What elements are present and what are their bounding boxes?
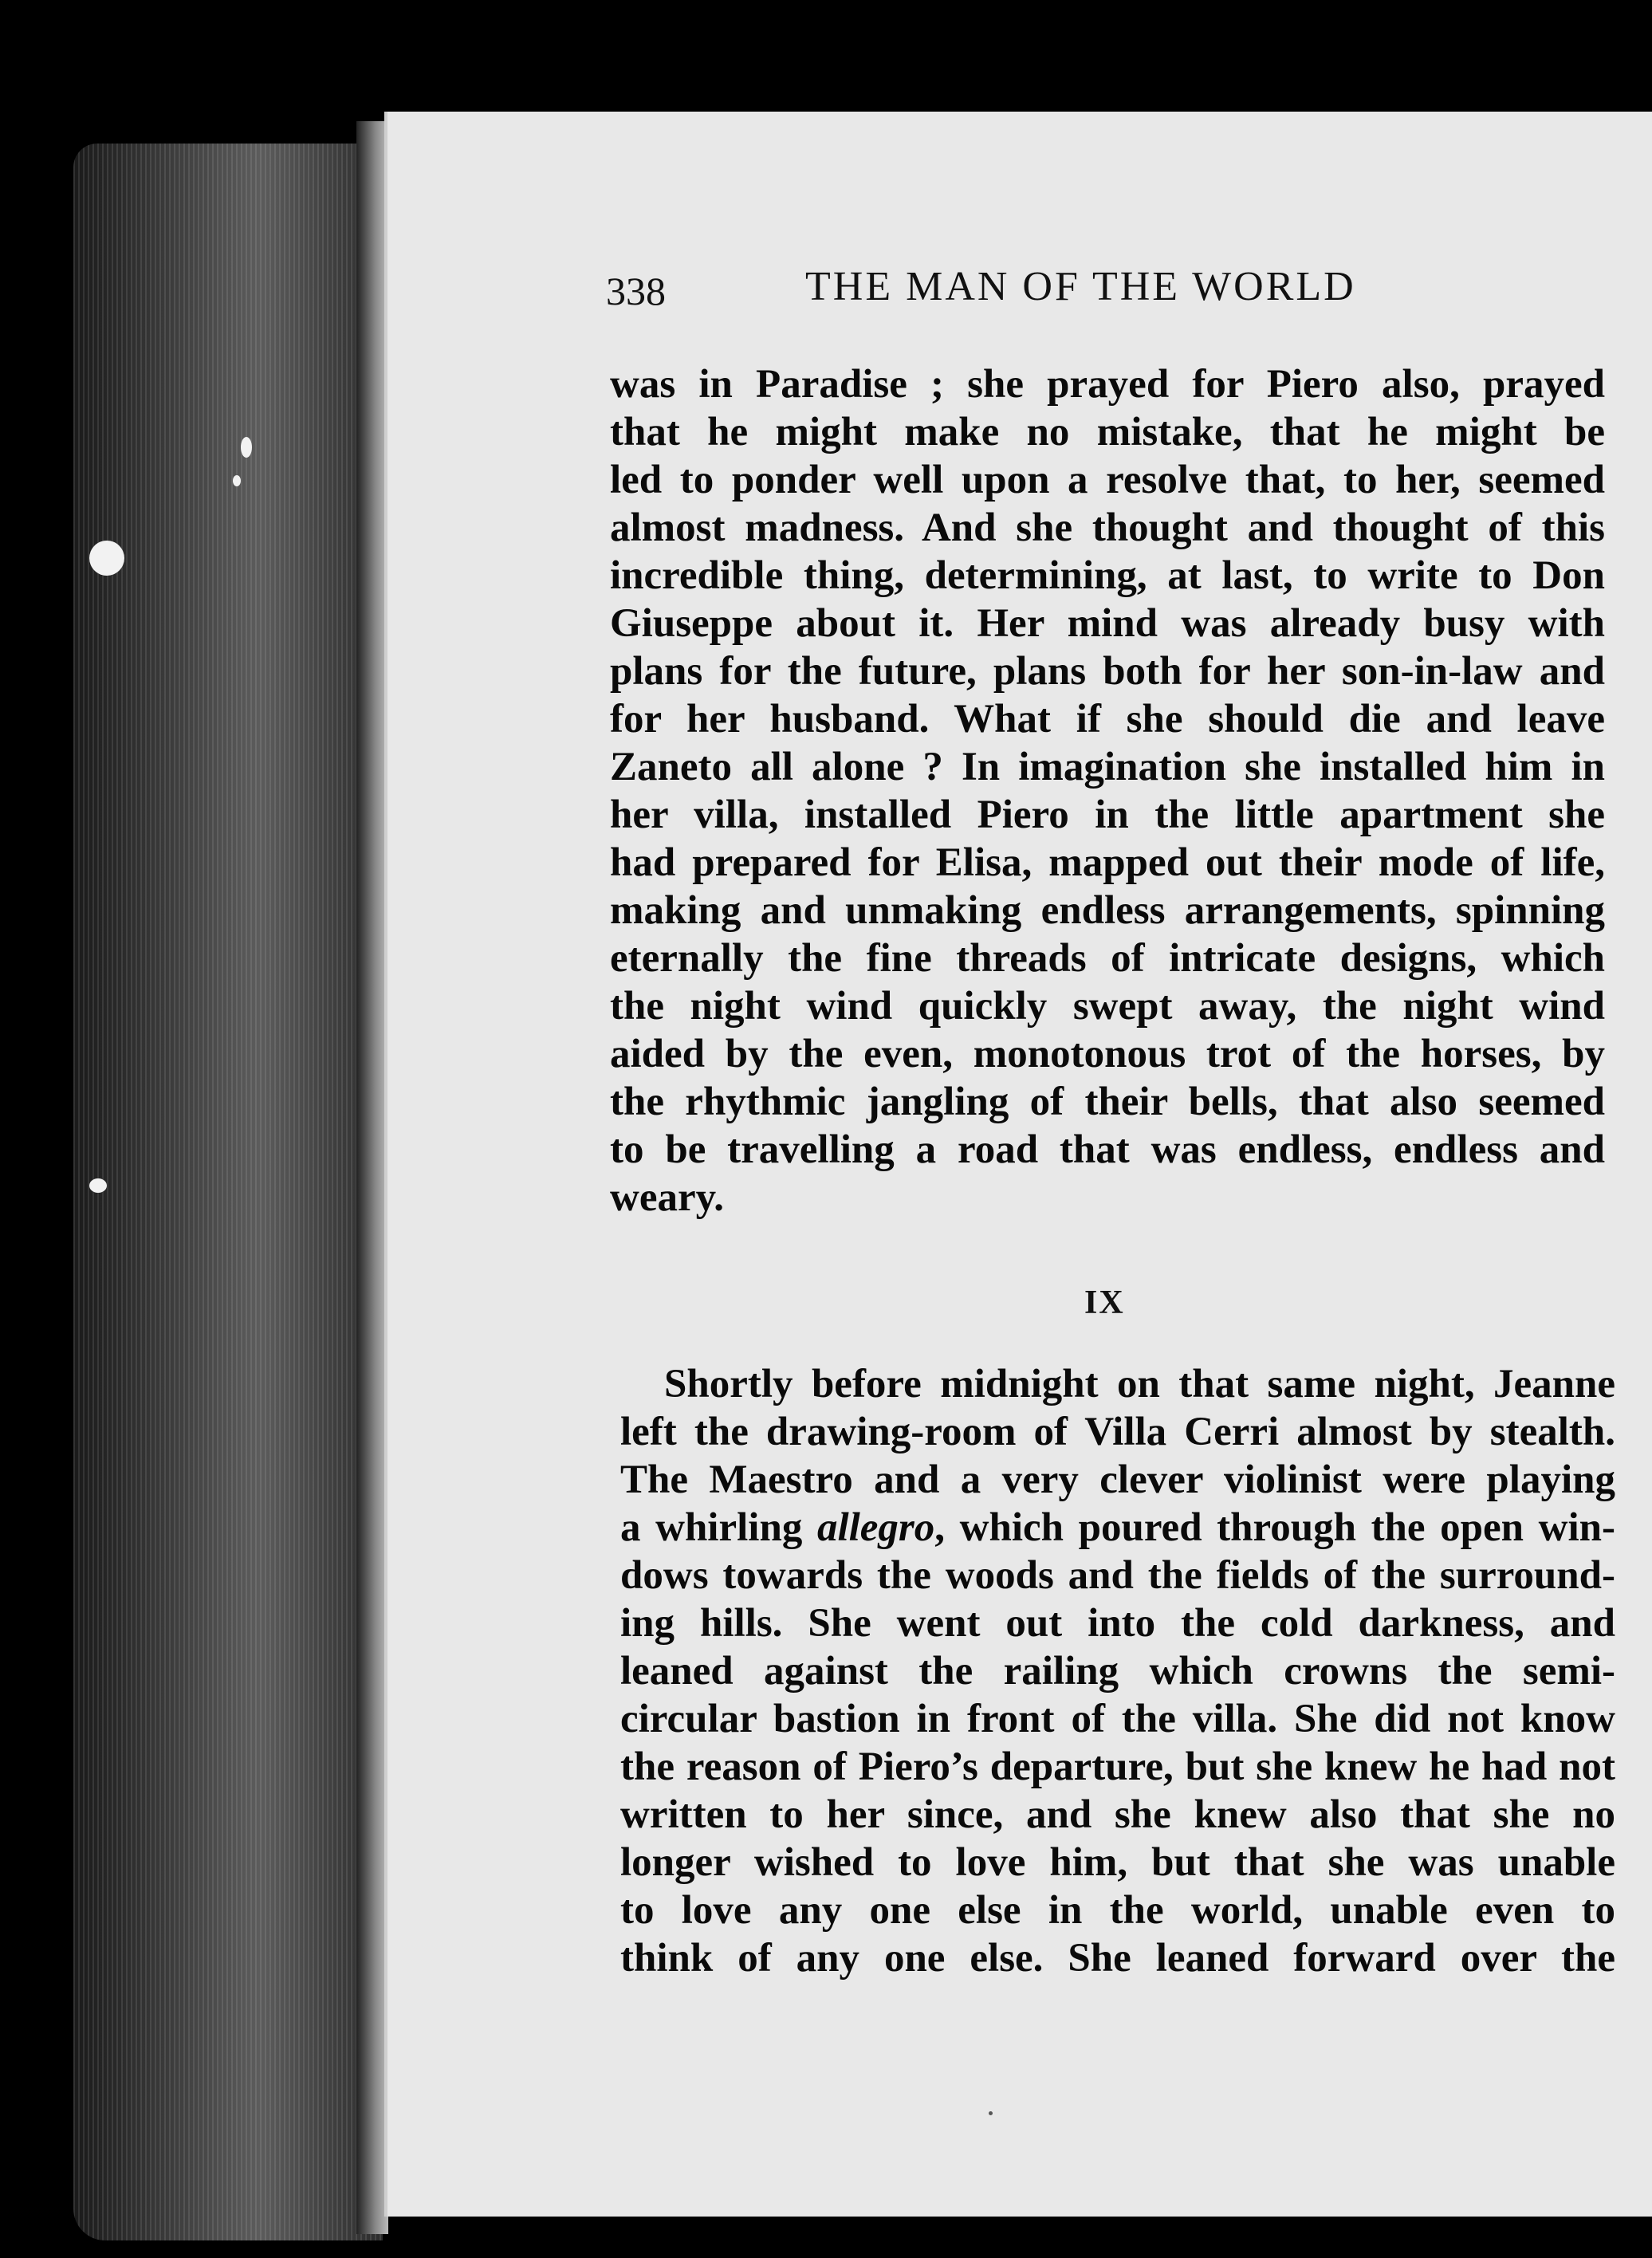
text-line: longer wished to love him, but that she was unable (620, 1840, 1615, 1885)
text-line: plans for the future, plans both for her son-in-law and (610, 649, 1605, 694)
text-line: had prepared for Elisa, mapped out their mode of life, (610, 840, 1605, 885)
text-line: the reason of Piero’s departure, but she knew he had not (620, 1745, 1615, 1789)
text-run: , which poured through the open win- (934, 1505, 1615, 1550)
text-line: that he might make no mistake, that he might be (610, 410, 1605, 454)
page-number: 338 (606, 269, 666, 313)
text-line: for her husband. What if she should die and leave (610, 697, 1605, 742)
text-line: incredible thing, determining, at last, to write to Don (610, 553, 1605, 598)
text-line: dows towards the woods and the fields of the surround- (620, 1553, 1615, 1598)
text-line-with-italic (620, 1504, 1615, 1552)
paragraph-1 (610, 360, 1605, 1221)
text-line: the rhythmic jangling of their bells, that also seemed (610, 1080, 1605, 1124)
text-line: her villa, installed Piero in the little apartment she (610, 793, 1605, 837)
text-line: weary. (610, 1175, 725, 1220)
text-line: The Maestro and a very clever violinist were playing (620, 1457, 1615, 1502)
text-line: was in Paradise ; she prayed for Piero also, prayed (610, 362, 1605, 407)
text-line: making and unmaking endless arrangements, spinning (610, 888, 1605, 933)
dust-speck (89, 541, 124, 576)
section-number: IX (1084, 1284, 1125, 1321)
text-line: to love any one else in the world, unable even to (620, 1888, 1615, 1933)
dust-speck (233, 475, 241, 486)
running-head (606, 263, 1403, 327)
italic-word: allegro (816, 1505, 935, 1550)
text-line: ing hills. She went out into the cold darkness, and (620, 1601, 1615, 1646)
paragraph-2 (620, 1360, 1615, 1982)
running-title: THE MAN OF THE WORLD (805, 264, 1356, 309)
text-line: Shortly before midnight on that same night, Jeanne (664, 1362, 1615, 1406)
dust-speck (241, 437, 252, 458)
text-line: the night wind quickly swept away, the night wind (610, 984, 1605, 1029)
text-line: written to her since, and she knew also that she no (620, 1792, 1615, 1837)
text-line: Giuseppe about it. Her mind was already busy with (610, 601, 1605, 646)
text-run: a whirling (620, 1505, 817, 1550)
text-line: circular bastion in front of the villa. She did not know (620, 1697, 1615, 1741)
text-line: led to ponder well upon a resolve that, to her, seemed (610, 458, 1605, 502)
text-line: Zaneto all alone ? In imagination she installed him in (610, 745, 1605, 789)
print-speck (989, 2111, 993, 2115)
text-line: aided by the even, monotonous trot of the horses, by (610, 1032, 1605, 1076)
text-line: to be travelling a road that was endless, endless and (610, 1127, 1605, 1172)
book-gutter (356, 121, 388, 2234)
dust-speck (89, 1178, 107, 1193)
book-page-edges (73, 144, 383, 2240)
text-line: almost madness. And she thought and thought of this (610, 505, 1605, 550)
text-line: left the drawing-room of Villa Cerri almost by stealth. (620, 1410, 1615, 1454)
text-line: think of any one else. She leaned forward over the (620, 1936, 1615, 1981)
text-line: eternally the fine threads of intricate designs, which (610, 936, 1605, 981)
text-line: leaned against the railing which crowns the semi- (620, 1649, 1615, 1694)
